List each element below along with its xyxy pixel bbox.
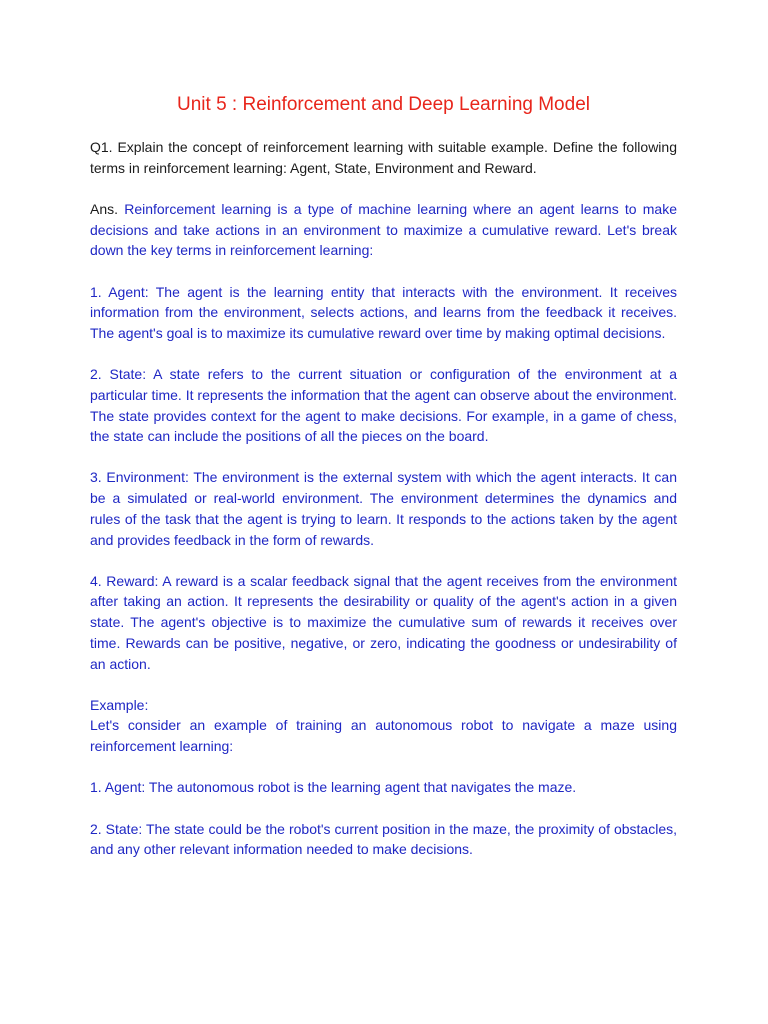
- answer-label: Ans.: [90, 200, 119, 217]
- term-state: 2. State: A state refers to the current situation or configuration of the environment at a particular time. It represents the information that the agent can observe about the environment. The state provides context for the agent to make decisions. For example, in a game of chess, the state can include the positions of all the pieces on the board.: [90, 366, 677, 445]
- term-agent: 1. Agent: The agent is the learning entity that interacts with the environment. It receives information from the environment, selects actions, and learns from the feedback it receives. The agent's goal is to maximize its cumulative reward over time by making optimal decisions.: [90, 283, 677, 341]
- answer-intro: Reinforcement learning is a type of machine learning where an agent learns to make decisions and take actions in an environment to maximize a cumulative reward. Let's break down the key terms in reinforcement learning:: [90, 200, 677, 259]
- example-item-state: 2. State: The state could be the robot's current position in the maze, the proximity of obstacles, and any other relevant information needed to make decisions.: [90, 820, 677, 858]
- answer-paragraph: [90, 199, 677, 261]
- example-intro: Let's consider an example of training an autonomous robot to navigate a maze using reinforcement learning:: [90, 717, 677, 755]
- question-text: Q1. Explain the concept of reinforcement learning with suitable example. Define the following terms in reinforcement learning: Agent, State, Environment and Reward.: [90, 139, 677, 176]
- example-block: [90, 695, 677, 757]
- term-reward: 4. Reward: A reward is a scalar feedback signal that the agent receives from the environment after taking an action. It represents the desirability or quality of the agent's action in a given state. The agent's objective is to maximize the cumulative sum of rewards it receives over time. Rewards can be positive, negative, or zero, indicating the goodness or undesirability of an action.: [90, 572, 677, 672]
- example-label: Example:: [90, 696, 149, 713]
- term-environment: 3. Environment: The environment is the external system with which the agent interacts. It can be a simulated or real-world environment. The environment determines the dynamics and rules of the task that the agent is trying to learn. It responds to the actions taken by the agent and provides feedback in the form of rewards.: [90, 469, 677, 548]
- example-item-agent: 1. Agent: The autonomous robot is the learning agent that navigates the maze.: [90, 779, 577, 796]
- document-page: [90, 91, 677, 880]
- page-title: Unit 5 : Reinforcement and Deep Learning Model: [177, 94, 590, 115]
